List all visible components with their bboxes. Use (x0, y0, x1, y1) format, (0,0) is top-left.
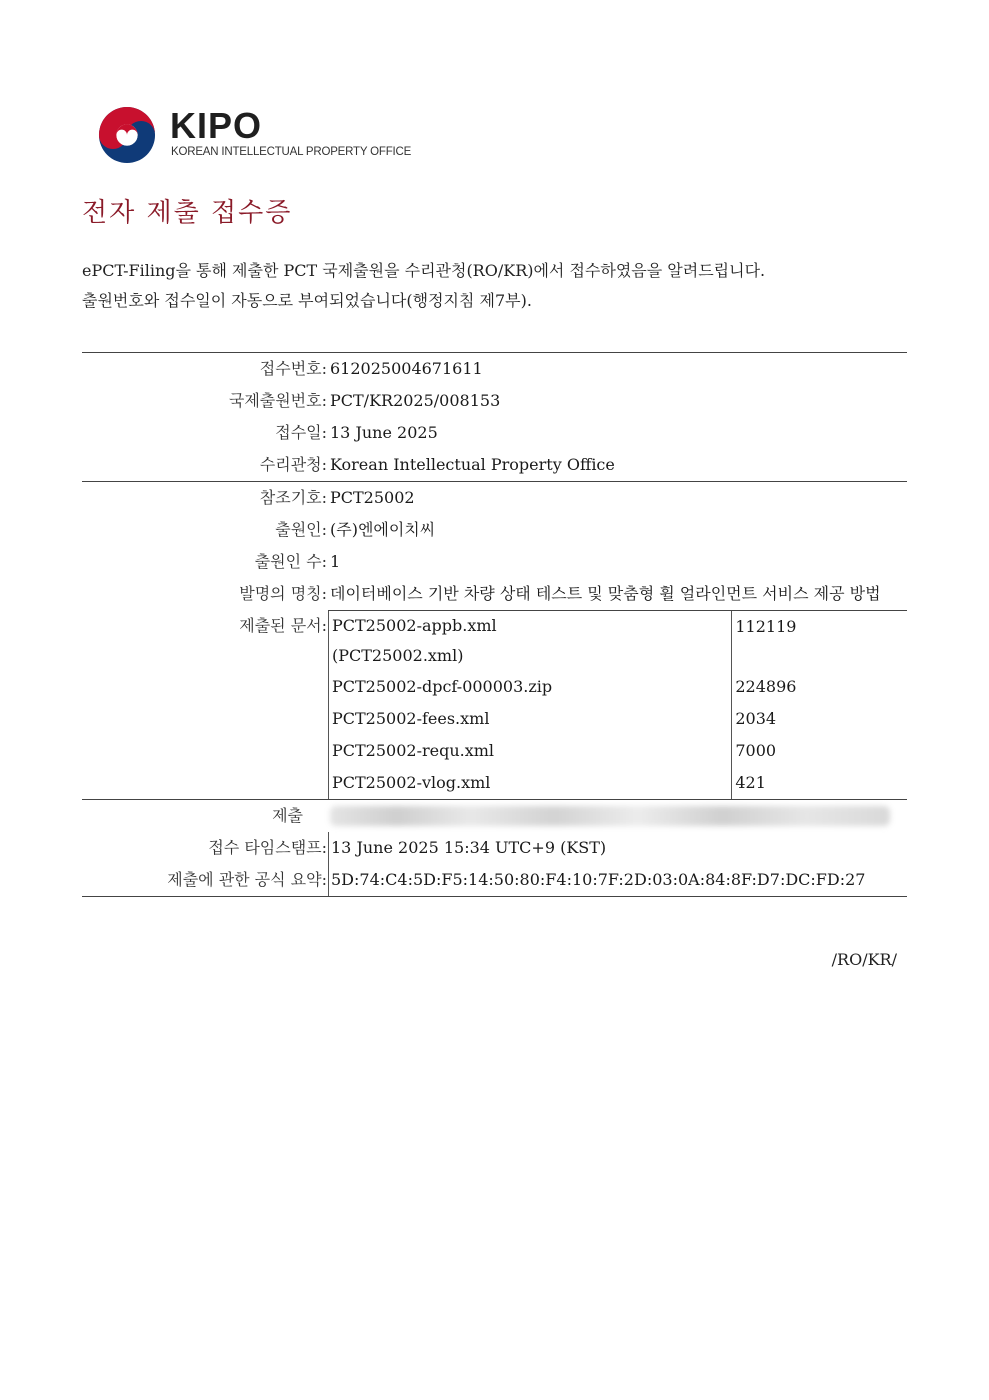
receipt-row (82, 449, 907, 481)
document-name: PCT25002-fees.xml (329, 703, 732, 735)
submitted-documents (82, 610, 907, 799)
document-size: 421 (732, 767, 907, 799)
submitter-label (82, 800, 328, 832)
receipt-row (82, 832, 907, 864)
applicant-count-label: 출원인 수: (254, 552, 327, 571)
intro-line-2: 출원번호와 접수일이 자동으로 부여되었습니다(행정지침 제7부). (82, 291, 532, 310)
table-row (329, 703, 908, 735)
logo-subtitle: KOREAN INTELLECTUAL PROPERTY OFFICE (171, 146, 412, 158)
document-name: PCT25002-dpcf-000003.zip (329, 671, 732, 703)
intro-line-1: ePCT-Filing을 통해 제출한 PCT 국제출원을 수리관청(RO/KR)에서 접수하였음을 알려드립니다. (82, 261, 766, 280)
receipt-date-label: 접수일: (275, 423, 327, 442)
applicant-label: 출원인: (275, 520, 327, 539)
table-row (329, 735, 908, 767)
receipt-table (82, 352, 907, 897)
receipt-row (82, 864, 907, 896)
receipt-row (82, 514, 907, 546)
document-size: 2034 (732, 703, 907, 735)
receipt-row (82, 353, 907, 385)
document-size: 224896 (732, 671, 907, 703)
reference-label: 참조기호: (259, 488, 327, 507)
office-code: /RO/KR/ (831, 950, 897, 969)
table-row (329, 767, 908, 799)
document-alt-name: (PCT25002.xml) (332, 646, 464, 665)
receipt-row (82, 482, 907, 514)
logo-wordmark: KIPO (170, 105, 263, 146)
invention-title-value: 데이터베이스 기반 차량 상태 테스트 및 맞춤형 휠 얼라인먼트 서비스 제공 방법 (330, 584, 881, 603)
document-name: PCT25002-vlog.xml (329, 767, 732, 799)
receiving-office-label: 수리관청: (259, 455, 327, 474)
digest-label: 제출에 관한 공식 요약: (167, 870, 327, 889)
table-row (329, 671, 908, 703)
document-size: 7000 (732, 735, 907, 767)
receipt-date-value: 13 June 2025 (330, 423, 438, 442)
reference-value: PCT25002 (330, 488, 415, 507)
digest-value: 5D:74:C4:5D:F5:14:50:80:F4:10:7F:2D:03:0A:84:8F:D7:DC:FD:27 (328, 864, 907, 896)
document-name: PCT25002-appb.xml (332, 616, 497, 635)
receipt-row (82, 800, 907, 832)
timestamp-label: 접수 타임스탬프: (208, 838, 327, 857)
taegeuk-emblem-icon (98, 106, 156, 164)
documents-table (328, 611, 907, 799)
receipt-number-value: 612025004671611 (330, 359, 483, 378)
document-name: PCT25002-requ.xml (329, 735, 732, 767)
timestamp-value: 13 June 2025 15:34 UTC+9 (KST) (328, 832, 907, 864)
submitted-documents-label: 제출된 문서: (239, 616, 327, 635)
submitter-value-redacted (328, 800, 907, 832)
receipt-section-submission (82, 799, 907, 897)
receipt-row (82, 417, 907, 449)
table-row (329, 611, 908, 671)
applicant-count-value: 1 (330, 552, 341, 571)
document-size: 112119 (732, 611, 907, 671)
receipt-row (82, 385, 907, 417)
document-name-cell (329, 611, 732, 671)
receipt-number-label: 접수번호: (259, 359, 327, 378)
intl-application-number-label: 국제출원번호: (228, 391, 327, 410)
receipt-section-application (82, 481, 907, 610)
intro-text (82, 256, 922, 316)
page-title: 전자 제출 접수증 (82, 198, 293, 228)
kipo-logo (98, 106, 428, 166)
receipt-row (82, 578, 907, 610)
receipt-row (82, 546, 907, 578)
receipt-section-filing (82, 352, 907, 481)
intl-application-number-value: PCT/KR2025/008153 (330, 391, 501, 410)
submitter-label-text: 제출 (272, 806, 303, 825)
invention-title-label: 발명의 명칭: (239, 584, 327, 603)
receiving-office-value: Korean Intellectual Property Office (330, 455, 615, 474)
redacted-block (330, 806, 890, 826)
applicant-value: (주)엔에이치씨 (330, 520, 436, 539)
